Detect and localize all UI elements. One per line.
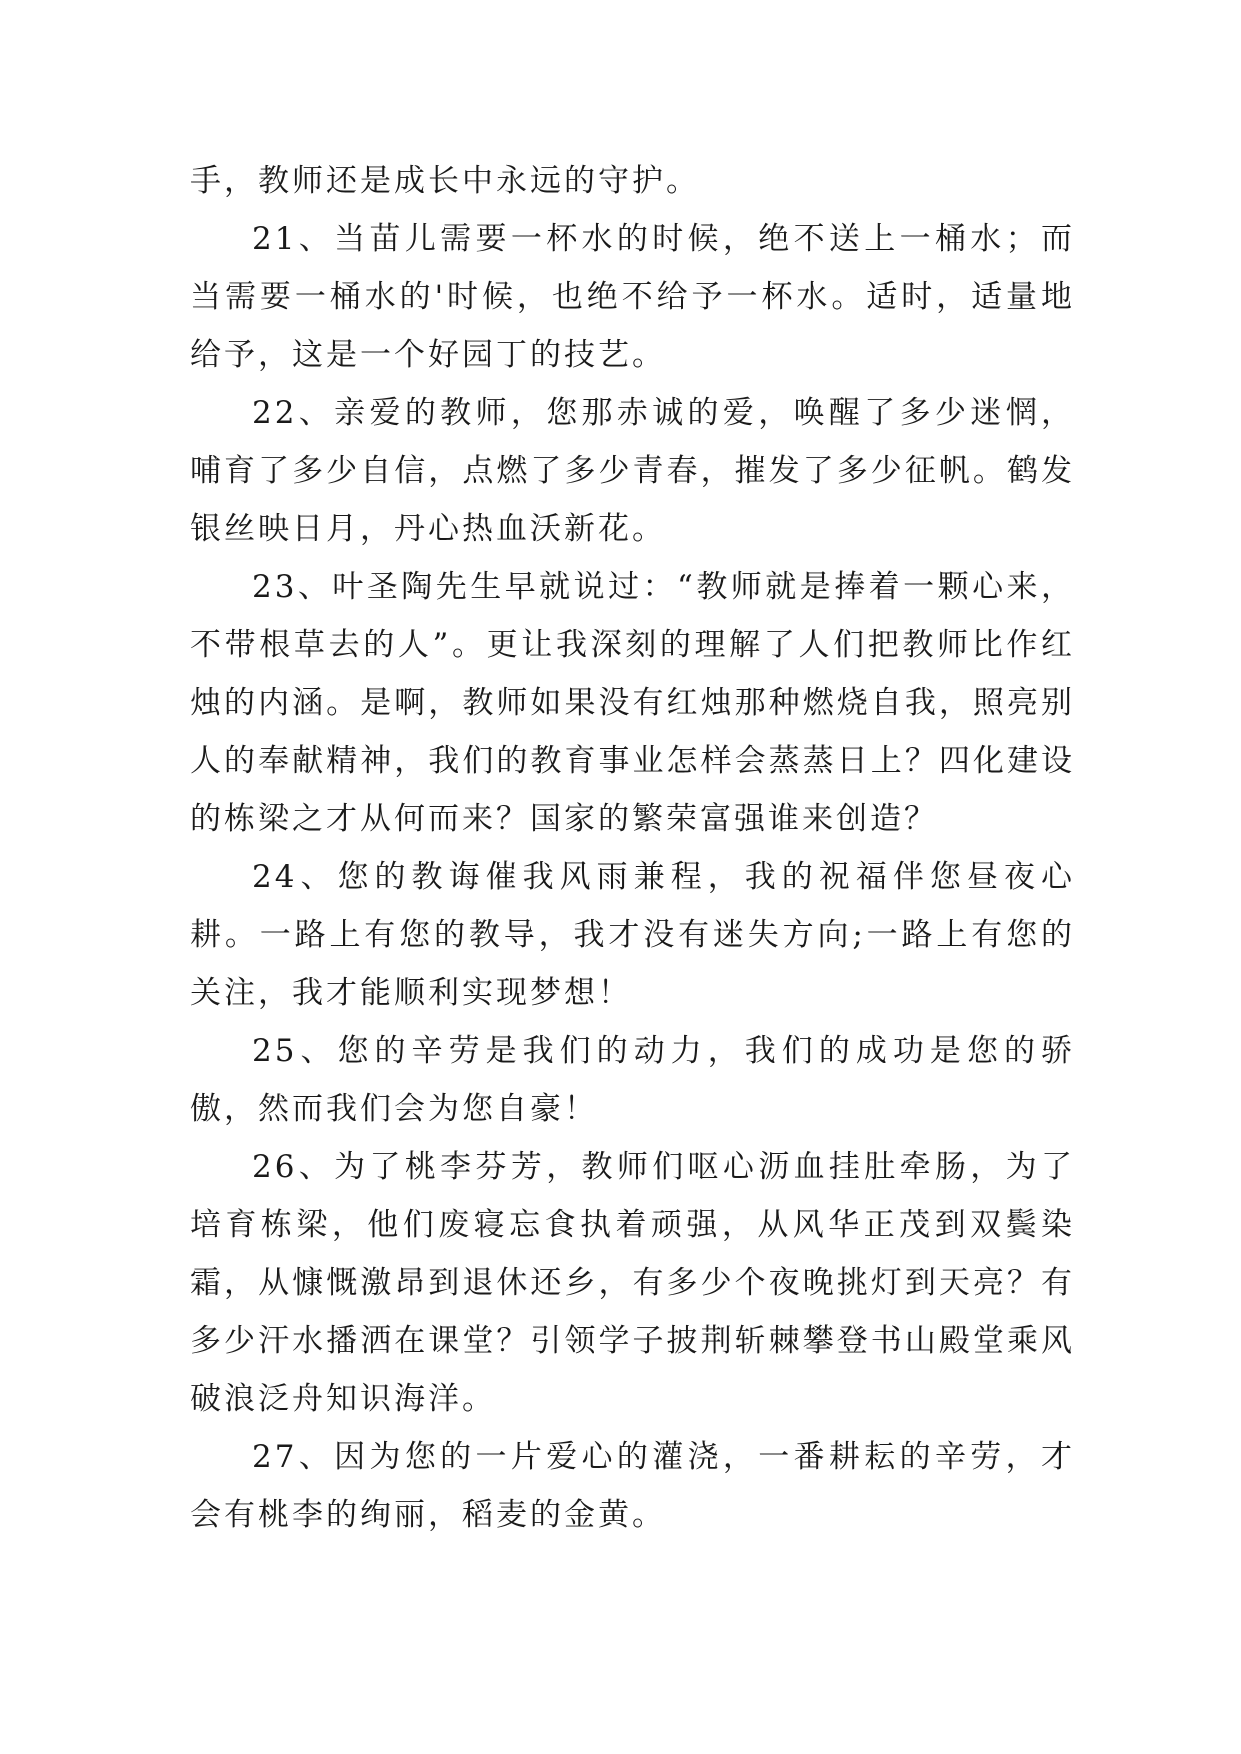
document-body — [190, 152, 1075, 1544]
paragraph-21: 21、当苗儿需要一杯水的时候，绝不送上一桶水；而当需要一桶水的'时候，也绝不给予一杯水。适时，适量地给予，这是一个好园丁的技艺。 — [190, 221, 1075, 373]
paragraph-22: 22、亲爱的教师，您那赤诚的爱，唤醒了多少迷惘，哺育了多少自信，点燃了多少青春，摧发了多少征帆。鹤发银丝映日月，丹心热血沃新花。 — [190, 395, 1075, 547]
paragraph-26: 26、为了桃李芬芳，教师们呕心沥血挂肚牵肠，为了培育栋梁，他们废寝忘食执着顽强，从风华正茂到双鬓染霜，从慷慨激昂到退休还乡，有多少个夜晚挑灯到天亮？有多少汗水播洒在课堂？引领学子披荆斩棘攀登书山殿堂乘风破浪泛舟知识海洋。 — [190, 1149, 1075, 1417]
paragraph-27: 27、因为您的一片爱心的灌浇，一番耕耘的辛劳，才会有桃李的绚丽，稻麦的金黄。 — [190, 1439, 1075, 1533]
paragraph-continuation: 手，教师还是成长中永远的守护。 — [190, 163, 700, 199]
paragraph-24: 24、您的教诲催我风雨兼程，我的祝福伴您昼夜心耕。一路上有您的教导，我才没有迷失方向;一路上有您的关注，我才能顺利实现梦想！ — [190, 859, 1075, 1011]
paragraph-25: 25、您的辛劳是我们的动力，我们的成功是您的骄傲，然而我们会为您自豪！ — [190, 1033, 1075, 1127]
paragraph-23: 23、叶圣陶先生早就说过：“教师就是捧着一颗心来，不带根草去的人”。更让我深刻的理解了人们把教师比作红烛的内涵。是啊，教师如果没有红烛那种燃烧自我，照亮别人的奉献精神，我们的教育事业怎样会蒸蒸日上？四化建设的栋梁之才从何而来？国家的繁荣富强谁来创造？ — [190, 569, 1075, 837]
